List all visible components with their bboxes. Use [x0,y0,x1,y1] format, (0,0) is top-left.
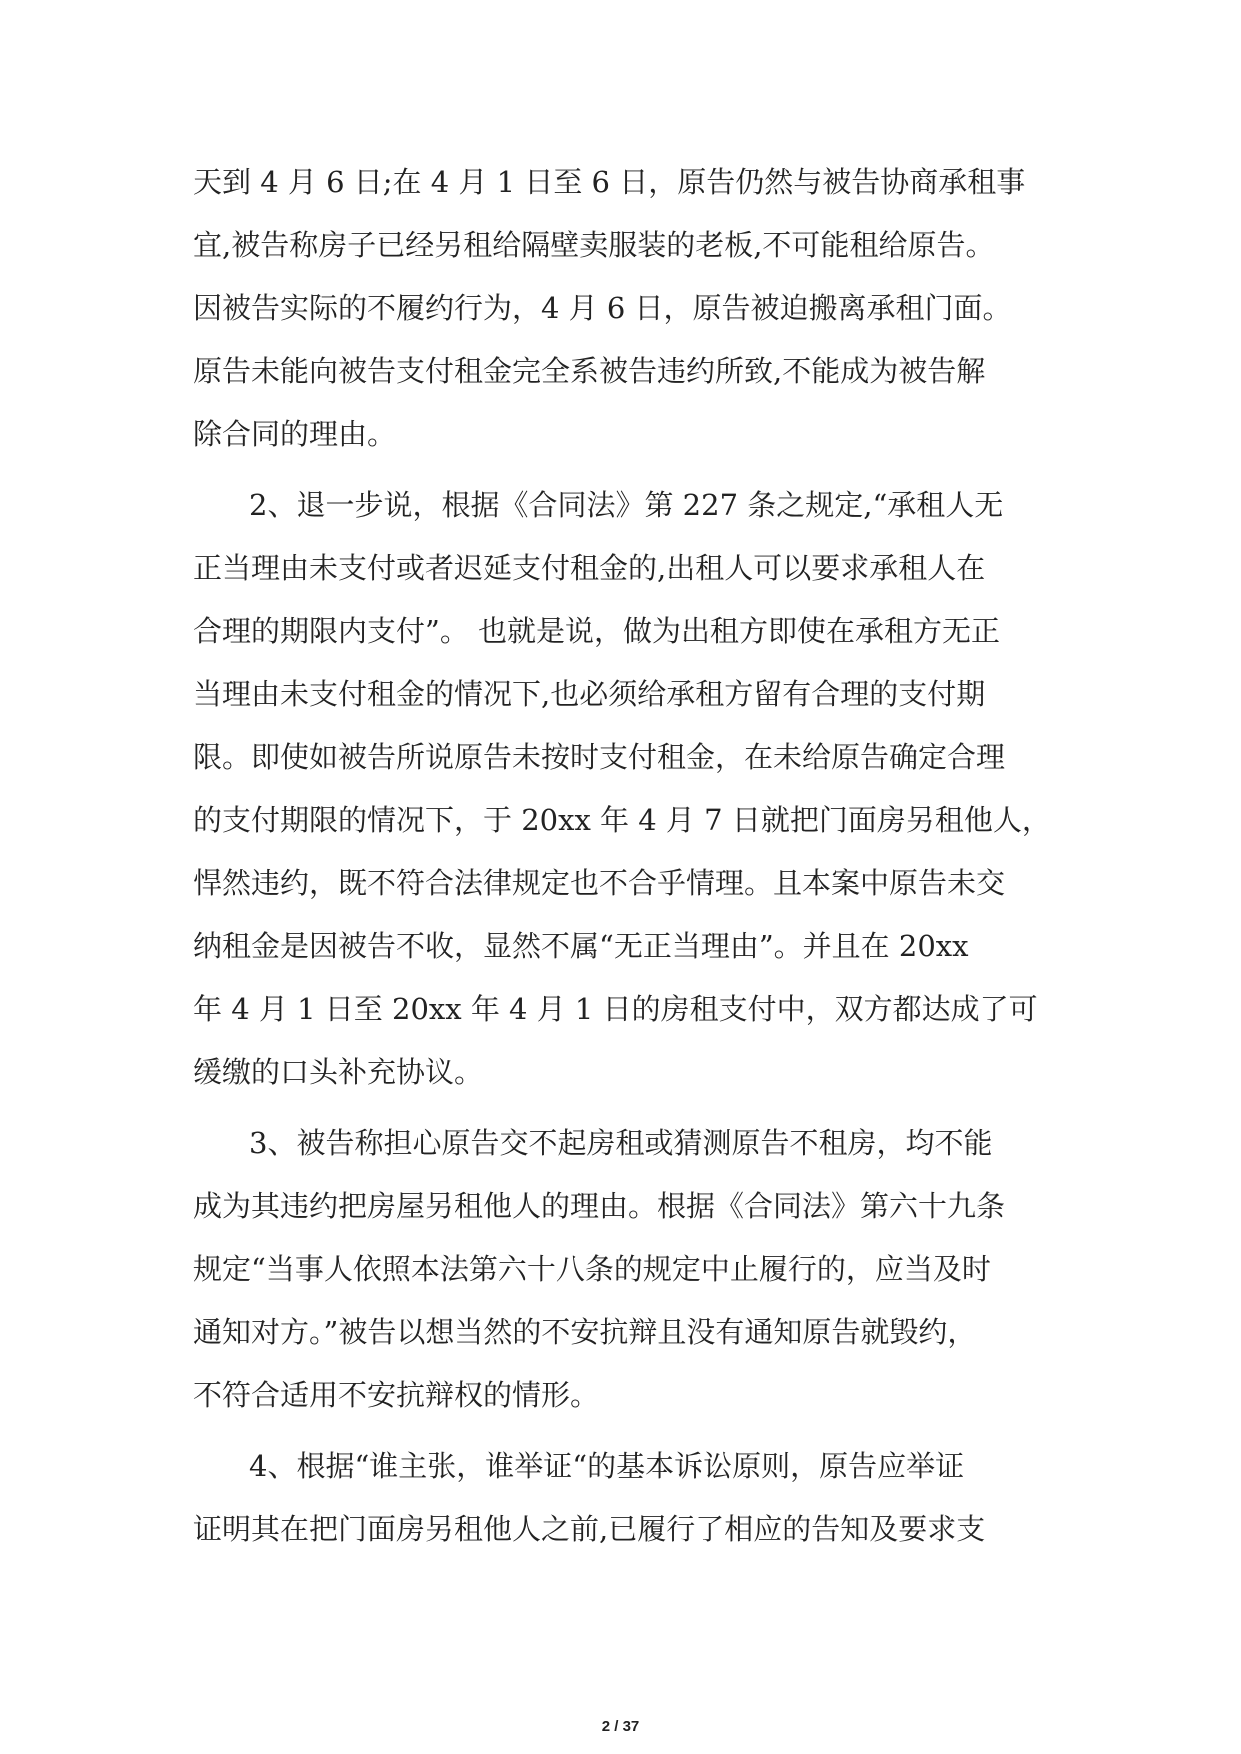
text-line: 除合同的理由。 [193,417,397,451]
text-line: 限。即使如被告所说原告未按时支付租金，在未给原告确定合理 [193,740,1006,774]
text-line: 证明其在把门面房另租他人之前,已履行了相应的告知及要求支 [193,1512,986,1546]
text-line: 因被告实际的不履约行为，4 月 6 日，原告被迫搬离承租门面。 [193,291,1012,325]
text-line: 规定“当事人依照本法第六十八条的规定中止履行的，应当及时 [193,1252,991,1286]
text-line: 合理的期限内支付”。 也就是说，做为出租方即使在承租方无正 [193,614,1001,648]
text-line: 成为其违约把房屋另租他人的理由。根据《合同法》第六十九条 [193,1189,1006,1223]
text-line: 当理由未支付租金的情况下,也必须给承租方留有合理的支付期 [193,677,986,711]
paragraph-start-line: 3、被告称担心原告交不起房租或猜测原告不租房，均不能 [249,1126,993,1160]
text-line: 宜,被告称房子已经另租给隔壁卖服装的老板,不可能租给原告。 [193,228,995,262]
page-number: 2 / 37 [601,1718,640,1735]
text-line: 天到 4 月 6 日;在 4 月 1 日至 6 日，原告仍然与被告协商承租事 [193,165,1026,199]
text-line: 不符合适用不安抗辩权的情形。 [193,1378,600,1412]
document-body [193,151,1063,1561]
text-line: 缓缴的口头补充协议。 [193,1055,484,1089]
text-line: 原告未能向被告支付租金完全系被告违约所致,不能成为被告解 [193,354,986,388]
paragraph-start-line: 4、根据“谁主张，谁举证“的基本诉讼原则，原告应举证 [249,1449,965,1483]
text-line: 悍然违约，既不符合法律规定也不合乎情理。且本案中原告未交 [193,866,1006,900]
text-line: 纳租金是因被告不收，显然不属“无正当理由”。并且在 20xx [193,929,969,963]
text-line: 年 4 月 1 日至 20xx 年 4 月 1 日的房租支付中，双方都达成了可 [193,992,1038,1026]
paragraph-start-line: 2、退一步说，根据《合同法》第 227 条之规定,“承租人无 [249,488,1004,522]
text-line: 的支付期限的情况下，于 20xx 年 4 月 7 日就把门面房另租他人， [193,803,1051,837]
text-line: 通知对方。”被告以想当然的不安抗辩且没有通知原告就毁约， [193,1315,977,1349]
text-line: 正当理由未支付或者迟延支付租金的,出租人可以要求承租人在 [193,551,986,585]
